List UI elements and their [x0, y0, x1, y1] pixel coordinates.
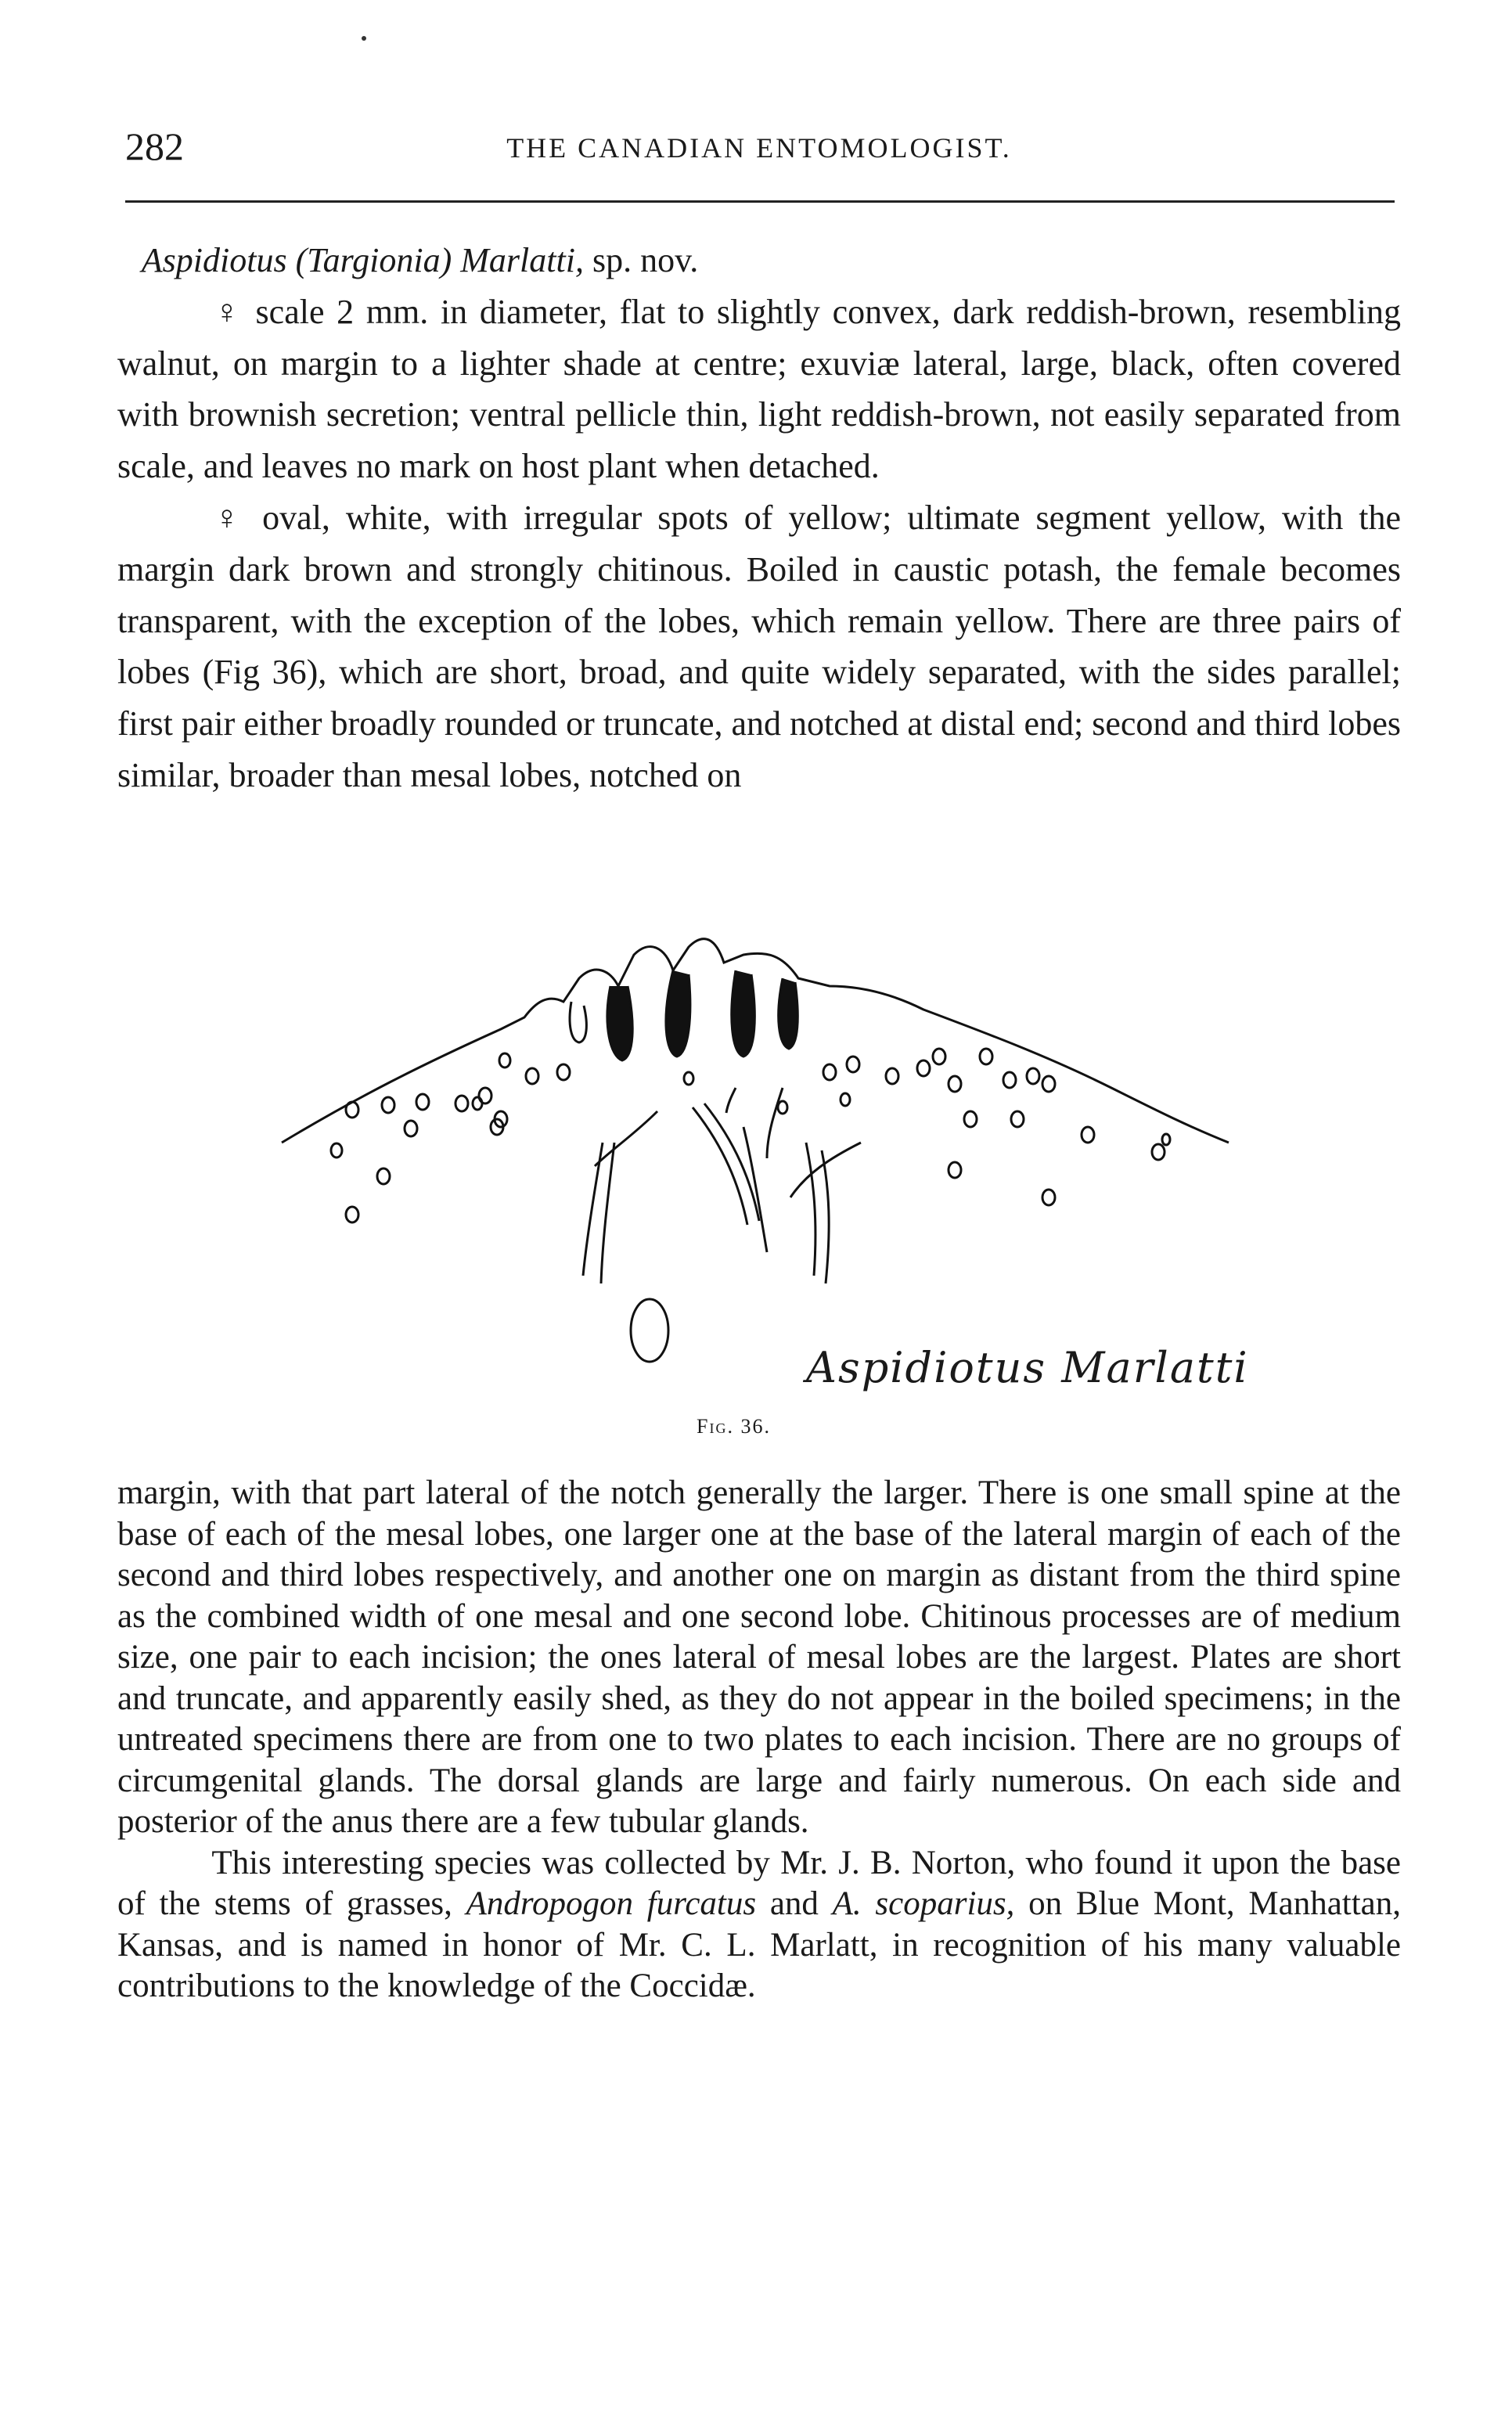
collection-paragraph [117, 1843, 1401, 2007]
collection-text-end: on Blue Mont, Manhattan, Kansas, and is named in honor of Mr. C. L. Marlatt, in recognition of his many valuable contributions to the knowledge of the Coccidæ. [117, 1885, 1402, 2004]
species-designation: sp. nov. [592, 241, 699, 279]
species-name: Aspidiotus (Targionia) Marlatti, [141, 241, 584, 279]
host-plant-1: Andropogon furcatus [466, 1885, 757, 1922]
female-paragraph: ♀ oval, white, with irregular spots of yellow; ultimate segment yellow, with the margin dark brown and strongly chitinous. Boiled in caustic potash, the female becomes transparent, with the exception of the lobes, which remain yellow. There are three pairs of lobes (Fig 36), which are short, broad, and quite widely separated, with the sides parallel; first pair either broadly rounded or truncate, and notched at distal end; second and third lobes similar, broader than mesal lobes, notched on [117, 498, 1401, 794]
collection-text-start: This interesting species was collected by Mr. J. B. Norton, who found it upon the base of the stems of grasses, [117, 1844, 1401, 1922]
running-head: THE CANADIAN ENTOMOLOGIST. [506, 132, 1012, 164]
page-header [117, 117, 1401, 172]
host-plant-2: A. scoparius, [832, 1885, 1015, 1922]
handwritten-label: Aspidiotus Marlatti [806, 1343, 1249, 1392]
description-bottom [117, 1473, 1401, 2007]
continuation-paragraph: margin, with that part lateral of the notch generally the larger. There is one small spine at the base of each of the mesal lobes, one larger one at the base of the lateral margin of each of the second and third lobes respectively, and another one on margin as distant from the third spine as the combined width of one mesal and one second lobe. Chitinous processes are of medium size, one pair to each incision; the ones lateral of mesal lobes are the largest. Plates are short and truncate, and apparently easily shed, as they do not appear in the boiled specimens; in the untreated specimens there are from one to two plates to each incision. There are no groups of circumgenital glands. The dorsal glands are large and fairly numerous. On each side and posterior of the anus there are a few tubular glands. [117, 1474, 1401, 1840]
scale-paragraph: ♀ scale 2 mm. in diameter, flat to slightly convex, dark reddish-brown, resembling walnut, on margin to a lighter shade at centre; exuviæ lateral, large, black, often covered with brownish secretion; ventral pellicle thin, light reddish-brown, not easily separated from scale, and leaves no mark on host plant when detached. [117, 292, 1401, 486]
conjunction: and [769, 1885, 819, 1922]
figure-caption-text: Fig. 36. [697, 1415, 771, 1438]
species-title [117, 235, 1401, 286]
page-number: 282 [125, 124, 184, 168]
stray-dot [362, 36, 366, 41]
description-top [117, 235, 1401, 801]
header-rule [125, 200, 1395, 203]
figure-caption [697, 1415, 771, 1438]
